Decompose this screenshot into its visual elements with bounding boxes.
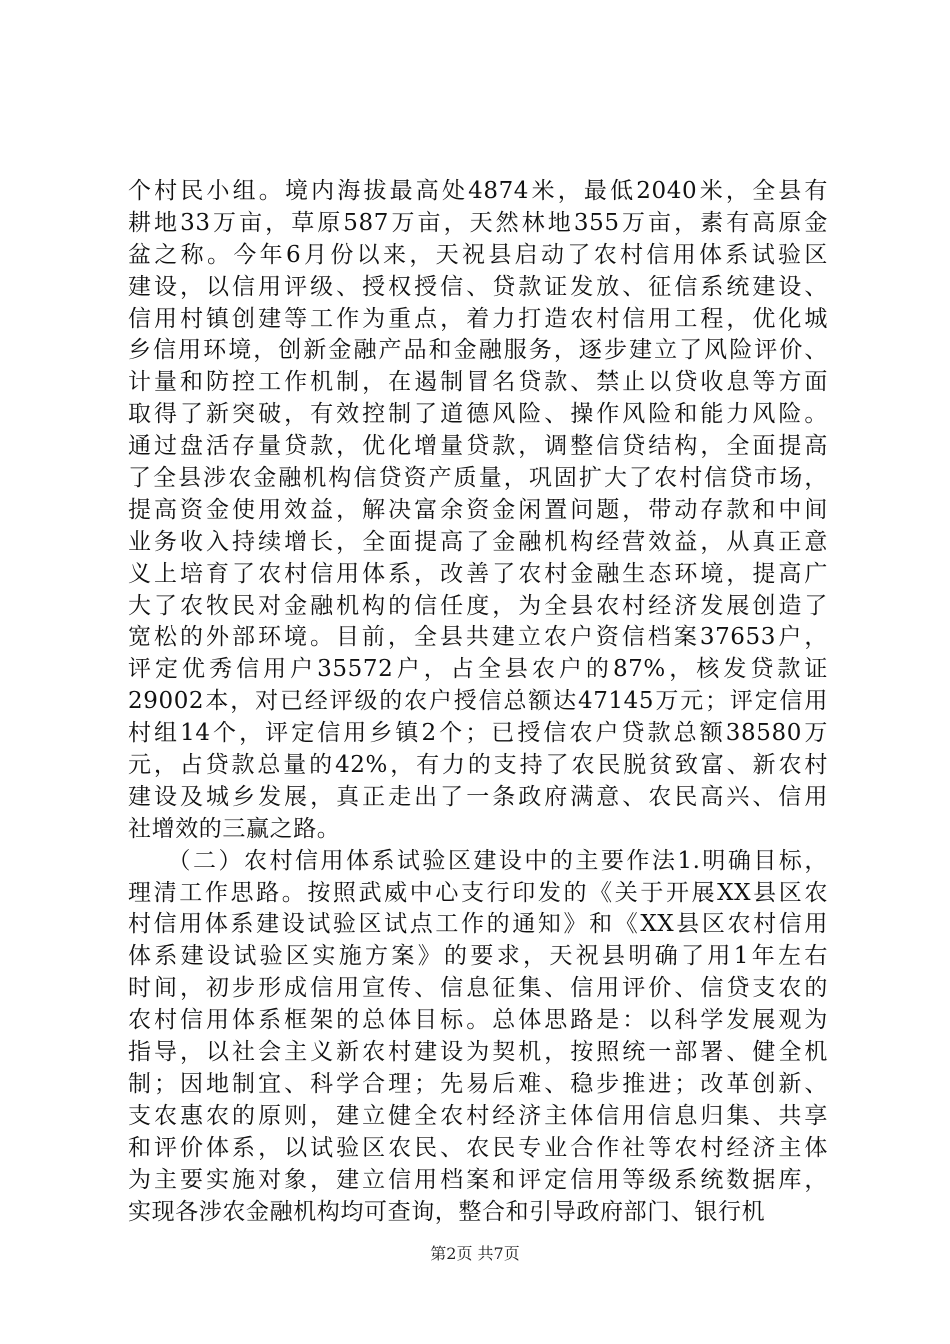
text-line: 指导，以社会主义新农村建设为契机，按照统一部署、健全机: [128, 1039, 828, 1066]
text-line: 时间，初步形成信用宣传、信息征集、信用评价、信贷支农的: [128, 975, 828, 1002]
text-line: 大了农牧民对金融机构的信任度，为全县农村经济发展创造了: [128, 592, 828, 619]
text-line: 为主要实施对象，建立信用档案和评定信用等级系统数据库，: [128, 1166, 828, 1193]
text-line: 建设及城乡发展，真正走出了一条政府满意、农民高兴、信用: [128, 783, 828, 810]
text-line: 了全县涉农金融机构信贷资产质量，巩固扩大了农村信贷市场，: [128, 465, 828, 492]
text-line: 社增效的三赢之路。: [128, 815, 341, 842]
text-line: 村信用体系建设试验区试点工作的通知》和《XX县区农村信用: [128, 911, 828, 938]
text-line: 计量和防控工作机制，在遏制冒名贷款、禁止以贷收息等方面: [128, 369, 828, 396]
text-line: 农村信用体系框架的总体目标。总体思路是：以科学发展观为: [128, 1007, 828, 1034]
text-line: 耕地33万亩，草原587万亩，天然林地355万亩，素有高原金: [128, 209, 828, 236]
text-line: 29002本，对已经评级的农户授信总额达47145万元；评定信用: [128, 688, 828, 715]
text-line: 和评价体系，以试验区农民、农民专业合作社等农村经济主体: [128, 1134, 828, 1161]
text-line: 乡信用环境，创新金融产品和金融服务，逐步建立了风险评价、: [128, 337, 828, 364]
text-line: 理清工作思路。按照武威中心支行印发的《关于开展XX县区农: [128, 879, 828, 906]
body-text: [128, 176, 828, 1228]
page-footer: 第2页 共7页: [430, 1244, 520, 1263]
text-line: 实现各涉农金融机构均可查询，整合和引导政府部门、银行机: [128, 1198, 766, 1225]
text-line: 取得了新突破，有效控制了道德风险、操作风险和能力风险。: [128, 401, 828, 428]
text-line: 业务收入持续增长，全面提高了金融机构经营效益，从真正意: [128, 528, 828, 555]
text-line: 支农惠农的原则，建立健全农村经济主体信用信息归集、共享: [128, 1102, 828, 1129]
text-line: 信用村镇创建等工作为重点，着力打造农村信用工程，优化城: [128, 305, 828, 332]
text-line: 制；因地制宜、科学合理；先易后难、稳步推进；改革创新、: [128, 1070, 828, 1097]
text-line: 建设，以信用评级、授权授信、贷款证发放、征信系统建设、: [128, 273, 828, 300]
text-line: 通过盘活存量贷款，优化增量贷款，调整信贷结构，全面提高: [128, 433, 828, 460]
text-line: 评定优秀信用户35572户，占全县农户的87%，核发贷款证: [128, 656, 828, 683]
text-line: 个村民小组。境内海拔最高处4874米，最低2040米，全县有: [128, 178, 828, 204]
text-line: 体系建设试验区实施方案》的要求，天祝县明确了用1年左右: [128, 943, 828, 970]
text-line: 盆之称。今年6月份以来，天祝县启动了农村信用体系试验区: [128, 241, 828, 268]
text-line: 宽松的外部环境。目前，全县共建立农户资信档案37653户，: [128, 624, 828, 651]
text-line: 义上培育了农村信用体系，改善了农村金融生态环境，提高广: [128, 560, 828, 587]
text-line: （二）农村信用体系试验区建设中的主要作法1.明确目标，: [128, 847, 828, 874]
text-line: 元，占贷款总量的42%，有力的支持了农民脱贫致富、新农村: [128, 752, 828, 779]
text-line: 提高资金使用效益，解决富余资金闲置问题，带动存款和中间: [128, 496, 828, 523]
text-line: 村组14个，评定信用乡镇2个；已授信农户贷款总额38580万: [128, 720, 828, 747]
